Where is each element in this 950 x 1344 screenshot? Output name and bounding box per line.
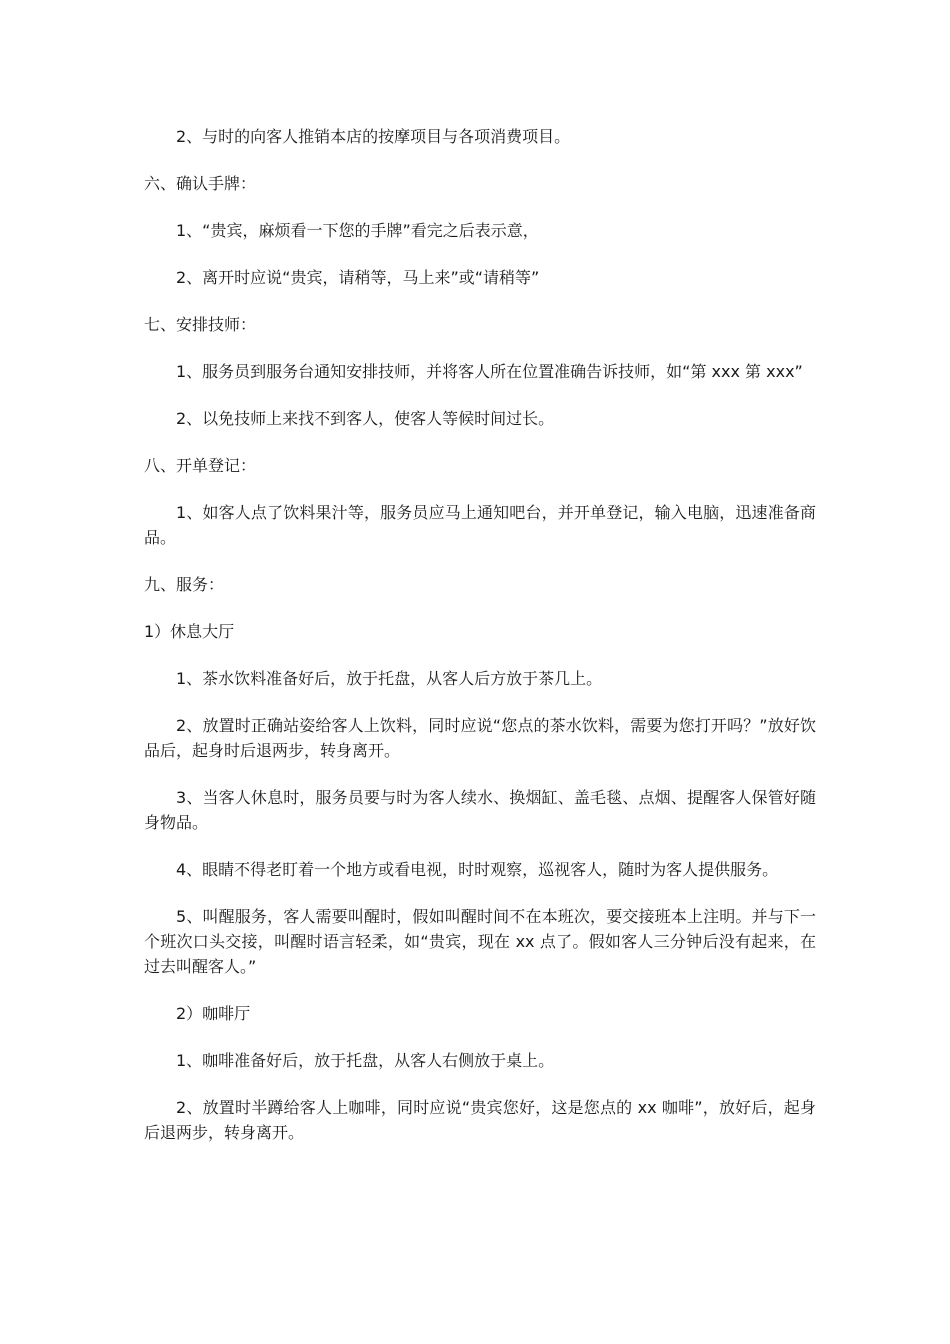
section-heading-order-registration: 八、开单登记： (144, 456, 257, 475)
subsection-heading-cafe: 2）咖啡厅 (176, 1004, 251, 1023)
subsection-heading-lounge: 1）休息大厅 (144, 622, 235, 641)
paragraph-serve-coffee: 1、咖啡准备好后，放于托盘，从客人右侧放于桌上。 (176, 1051, 555, 1070)
section-heading-arrange-technician: 七、安排技师： (144, 315, 257, 334)
paragraph-notify-technician: 1、服务员到服务台通知安排技师，并将客人所在位置准确告诉技师，如“第 xxx 第 xxx” (176, 362, 803, 381)
paragraph-observe-guests: 4、眼睛不得老盯着一个地方或看电视，时时观察，巡视客人，随时为客人提供服务。 (176, 860, 779, 879)
paragraph-wakeup-service: 5、叫醒服务，客人需要叫醒时，假如叫醒时间不在本班次，要交接班本上注明。并与下一个班次口头交接，叫醒时语言轻柔，如“贵宾，现在 xx 点了。假如客人三分钟后没有起来，在过去叫醒客人。” (144, 907, 816, 976)
document-body (144, 124, 816, 1167)
paragraph-register-order: 1、如客人点了饮料果汁等，服务员应马上通知吧台，并开单登记，输入电脑，迅速准备商品。 (144, 503, 816, 547)
paragraph-leave-phrase: 2、离开时应说“贵宾，请稍等，马上来”或“请稍等” (176, 268, 540, 287)
paragraph-place-coffee: 2、放置时半蹲给客人上咖啡，同时应说“贵宾您好，这是您点的 xx 咖啡”，放好后，起身后退两步，转身离开。 (144, 1098, 816, 1142)
paragraph-upsell: 2、与时的向客人推销本店的按摩项目与各项消费项目。 (176, 127, 571, 146)
section-heading-service: 九、服务： (144, 575, 225, 594)
paragraph-guest-resting: 3、当客人休息时，服务员要与时为客人续水、换烟缸、盖毛毯、点烟、提醒客人保管好随身物品。 (144, 788, 816, 832)
paragraph-place-drinks: 2、放置时正确站姿给客人上饮料，同时应说“您点的茶水饮料，需要为您打开吗？”放好饮品后，起身时后退两步，转身离开。 (144, 716, 816, 760)
paragraph-serve-drinks: 1、茶水饮料准备好后，放于托盘，从客人后方放于茶几上。 (176, 669, 603, 688)
paragraph-check-wristband: 1、“贵宾，麻烦看一下您的手牌”看完之后表示意， (176, 221, 539, 240)
section-heading-confirm-wristband: 六、确认手牌： (144, 174, 257, 193)
paragraph-avoid-waiting: 2、以免技师上来找不到客人，使客人等候时间过长。 (176, 409, 555, 428)
